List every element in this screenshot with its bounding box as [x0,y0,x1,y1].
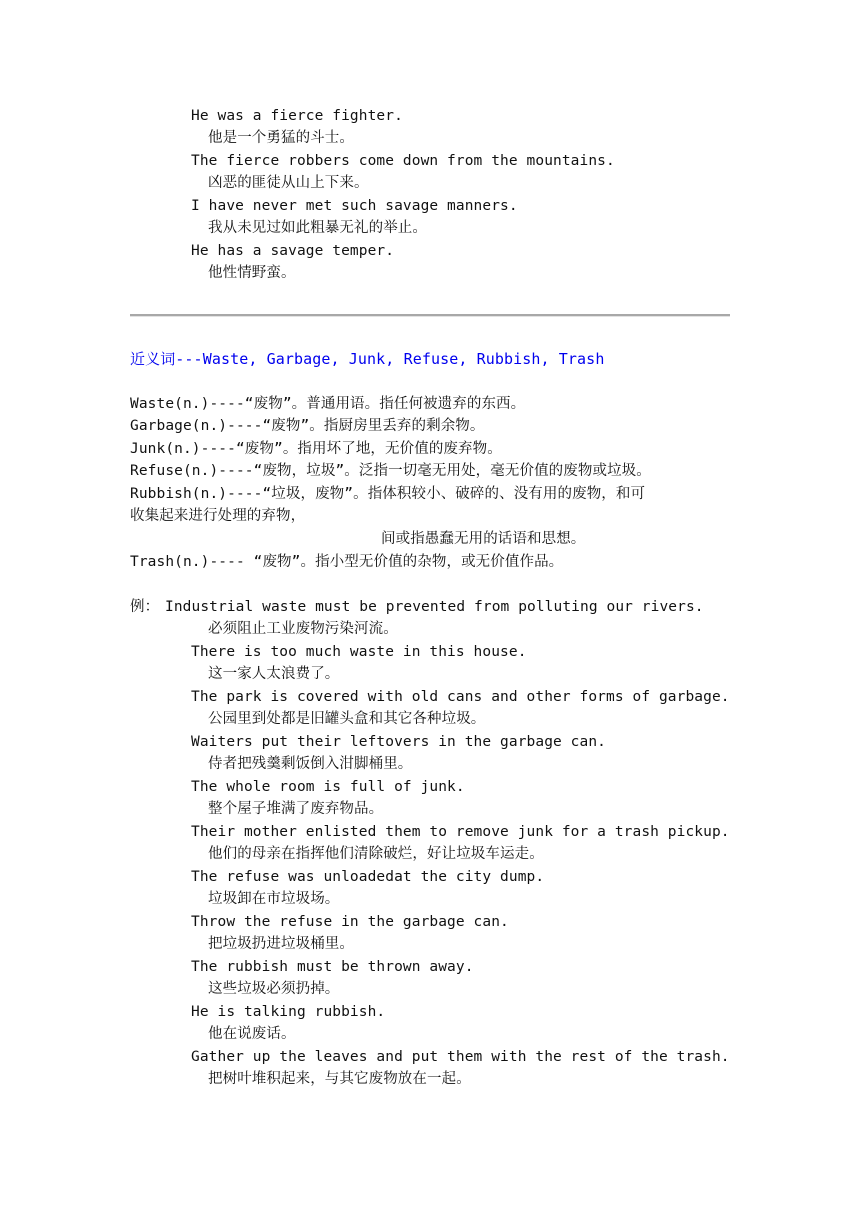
example-zh: 公园里到处都是旧罐头盒和其它各种垃圾。 [208,711,486,727]
definition-line: Garbage(n.)----“废物”。指厨房里丢弃的剩余物。 [130,418,485,434]
example-zh: 他是一个勇猛的斗士。 [208,130,354,146]
definition-line: Trash(n.)---- “废物”。指小型无价值的杂物，或无价值作品。 [130,554,564,570]
definition-line: 收集起来进行处理的弃物， [130,508,306,524]
example-en: The refuse was unloadedat the city dump. [191,869,545,885]
definition-line: Junk(n.)----“废物”。指用坏了地，无价值的废弃物。 [130,441,502,457]
section-title: 近义词---Waste, Garbage, Junk, Refuse, Rubbish, Trash [130,350,605,368]
horizontal-divider [130,314,730,317]
example-en: I have never met such savage manners. [191,198,518,214]
example-en: The whole room is full of junk. [191,779,465,795]
example-en: Industrial waste must be prevented from polluting our rivers. [165,599,704,615]
example-en: He has a savage temper. [191,243,395,259]
definition-line: Waste(n.)----“废物”。普通用语。指任何被遗弃的东西。 [130,396,526,412]
example-en: Gather up the leaves and put them with the rest of the trash. [191,1049,730,1065]
example-en: Throw the refuse in the garbage can. [191,914,509,930]
example-en: There is too much waste in this house. [191,644,527,660]
example-en: Waiters put their leftovers in the garbage can. [191,734,606,750]
example-zh: 必须阻止工业废物污染河流。 [208,621,398,637]
example-zh: 我从未见过如此粗暴无礼的举止。 [208,220,427,236]
example-zh: 整个屋子堆满了废弃物品。 [208,801,384,817]
example-zh: 把树叶堆积起来，与其它废物放在一起。 [208,1071,471,1087]
example-zh: 他们的母亲在指挥他们清除破烂，好让垃圾车运走。 [208,846,544,862]
example-zh: 他在说废话。 [208,1026,296,1042]
example-zh: 凶恶的匪徒从山上下来。 [208,175,369,191]
example-zh: 把垃圾扔进垃圾桶里。 [208,936,354,952]
example-en: Their mother enlisted them to remove junk for a trash pickup. [191,824,730,840]
example-zh: 这一家人太浪费了。 [208,666,340,682]
example-en: The park is covered with old cans and other forms of garbage. [191,689,730,705]
example-zh: 这些垃圾必须扔掉。 [208,981,340,997]
example-zh: 垃圾卸在市垃圾场。 [208,891,340,907]
definition-line: Refuse(n.)----“废物，垃圾”。泛指一切毫无用处，毫无价值的废物或垃圾。 [130,463,651,479]
example-en: The fierce robbers come down from the mountains. [191,153,615,169]
example-zh: 侍者把残羹剩饭倒入泔脚桶里。 [208,756,413,772]
definition-line: Rubbish(n.)----“垃圾，废物”。指体积较小、破碎的、没有用的废物，和可 [130,486,646,502]
example-prefix: 例： [130,599,160,615]
example-zh: 他性情野蛮。 [208,265,296,281]
example-en: He is talking rubbish. [191,1004,386,1020]
example-en: The rubbish must be thrown away. [191,959,474,975]
example-en: He was a fierce fighter. [191,108,403,124]
definition-line: 间或指愚蠢无用的话语和思想。 [381,531,586,547]
